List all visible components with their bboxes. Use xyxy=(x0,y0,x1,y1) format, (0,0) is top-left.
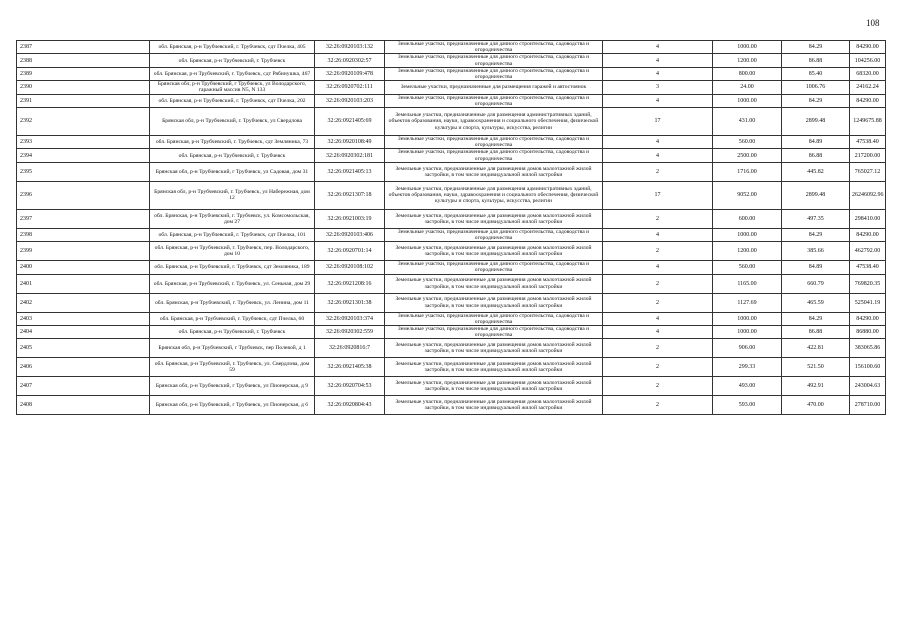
row-land-use: Земельные участки, предназначенные для дачного строительства, садоводства и огородничества xyxy=(385,261,603,274)
row-cadastral-number: 32:26:0920816:7 xyxy=(315,339,385,358)
row-address: обл. Брянская, р-н Трубчевский, г. Трубчевск xyxy=(150,149,315,162)
row-cadastral-value: 462792.00 xyxy=(850,242,886,261)
row-cadastral-number: 32:26:0920804:43 xyxy=(315,396,385,415)
row-cadastral-value: 24162.24 xyxy=(850,81,886,94)
row-area: 2500.00 xyxy=(713,149,782,162)
row-cadastral-value: 243004.63 xyxy=(850,377,886,396)
row-address: обл. Брянская, р-н Трубчевский, г. Трубчевск, сдт Земляника, 189 xyxy=(150,261,315,274)
row-specific-value: 84.89 xyxy=(782,136,850,149)
row-category: 2 xyxy=(603,377,713,396)
row-specific-value: 85.40 xyxy=(782,67,850,80)
row-land-use: Земельные участки, предназначенные для размещения административных зданий, объектов образования, науки, здравоохранения и социального обеспечения, физической культуры и спорта, культуры, искусства, религии xyxy=(385,108,603,136)
row-number: 2405 xyxy=(17,339,150,358)
row-land-use: Земельные участки, предназначенные для дачного строительства, садоводства и огородничества xyxy=(385,136,603,149)
row-land-use: Земельные участки, предназначенные для размещения домов малоэтажной жилой застройки, в том числе индивидуальной жилой застройки xyxy=(385,396,603,415)
row-category: 17 xyxy=(603,181,713,209)
row-specific-value: 422.81 xyxy=(782,339,850,358)
row-cadastral-number: 32:26:0921307:18 xyxy=(315,181,385,209)
row-cadastral-number: 32:26:0921003:19 xyxy=(315,209,385,228)
row-number: 2388 xyxy=(17,54,150,67)
row-cadastral-value: 278710.00 xyxy=(850,396,886,415)
row-category: 17 xyxy=(603,108,713,136)
row-address: обл. Брянская, р-н Трубчевский, г. Трубчевск, сдт Пчелка, 202 xyxy=(150,94,315,107)
row-address: Брянская обл, р-н Трубчевский, г Трубчевск, ул Садовая, дом 31 xyxy=(150,162,315,181)
row-number: 2390 xyxy=(17,81,150,94)
row-area: 299.33 xyxy=(713,358,782,377)
row-number: 2401 xyxy=(17,274,150,293)
row-cadastral-number: 32:26:0921405:69 xyxy=(315,108,385,136)
row-address: обл. Брянская, р-н Трубчевский, г. Трубчевск, сдт Земляника, 73 xyxy=(150,136,315,149)
row-specific-value: 470.00 xyxy=(782,396,850,415)
row-specific-value: 84.29 xyxy=(782,41,850,54)
row-cadastral-number: 32:26:0921405:13 xyxy=(315,162,385,181)
table-row xyxy=(17,274,886,293)
row-category: 4 xyxy=(603,149,713,162)
row-address: Брянская обл, р-н Трубчевский, г. Трубчевск, ул Набережная, дом 12 xyxy=(150,181,315,209)
row-area: 906.00 xyxy=(713,339,782,358)
row-specific-value: 84.29 xyxy=(782,228,850,241)
table-row xyxy=(17,149,886,162)
row-category: 2 xyxy=(603,293,713,312)
row-address: Брянская обл, р-н Трубчевский, г Трубчевск, ул Пионерская, д 9 xyxy=(150,377,315,396)
row-category: 4 xyxy=(603,94,713,107)
row-category: 2 xyxy=(603,358,713,377)
row-cadastral-value: 84290.00 xyxy=(850,228,886,241)
row-category: 4 xyxy=(603,312,713,325)
row-address: обл. Брянская, р-н Трубчевский, г. Трубчевск, сдт Пчелка, 101 xyxy=(150,228,315,241)
row-number: 2398 xyxy=(17,228,150,241)
row-number: 2397 xyxy=(17,209,150,228)
row-land-use: Земельные участки, предназначенные для размещения домов малоэтажной жилой застройки, в том числе индивидуальной жилой застройки xyxy=(385,209,603,228)
row-specific-value: 385.66 xyxy=(782,242,850,261)
row-cadastral-value: 156100.60 xyxy=(850,358,886,377)
row-category: 2 xyxy=(603,396,713,415)
table-row xyxy=(17,293,886,312)
row-cadastral-number: 32:26:0920109:478 xyxy=(315,67,385,80)
row-area: 24.00 xyxy=(713,81,782,94)
row-cadastral-number: 32:26:0920701:14 xyxy=(315,242,385,261)
row-number: 2394 xyxy=(17,149,150,162)
row-number: 2392 xyxy=(17,108,150,136)
row-cadastral-number: 32:26:0920103:203 xyxy=(315,94,385,107)
row-land-use: Земельные участки, предназначенные для размещения домов малоэтажной жилой застройки, в том числе индивидуальной жилой застройки xyxy=(385,274,603,293)
row-area: 800.00 xyxy=(713,67,782,80)
table-row xyxy=(17,261,886,274)
row-cadastral-value: 26246092.96 xyxy=(850,181,886,209)
table-row xyxy=(17,339,886,358)
row-specific-value: 660.79 xyxy=(782,274,850,293)
row-cadastral-value: 298410.00 xyxy=(850,209,886,228)
row-cadastral-number: 32:26:0920704:53 xyxy=(315,377,385,396)
row-address: Брянская обл, р-н Трубчевский, г. Трубчевск, ул Свердлова xyxy=(150,108,315,136)
row-cadastral-number: 32:26:0920103:132 xyxy=(315,41,385,54)
row-cadastral-number: 32:26:0920302:181 xyxy=(315,149,385,162)
row-number: 2406 xyxy=(17,358,150,377)
row-number: 2403 xyxy=(17,312,150,325)
row-cadastral-value: 84290.00 xyxy=(850,94,886,107)
table-row xyxy=(17,377,886,396)
row-land-use: Земельные участки, предназначенные для размещения административных зданий, объектов образования, науки, здравоохранения и социального обеспечения, физической культуры и спорта, культуры, искусства, религии xyxy=(385,181,603,209)
row-land-use: Земельные участки, предназначенные для дачного строительства, садоводства и огородничества xyxy=(385,326,603,339)
row-area: 493.00 xyxy=(713,377,782,396)
row-land-use: Земельные участки, предназначенные для размещения домов малоэтажной жилой застройки, в том числе индивидуальной жилой застройки xyxy=(385,242,603,261)
row-area: 1000.00 xyxy=(713,94,782,107)
row-land-use: Земельные участки, предназначенные для размещения домов малоэтажной жилой застройки, в том числе индивидуальной жилой застройки xyxy=(385,377,603,396)
row-category: 4 xyxy=(603,54,713,67)
table-row xyxy=(17,181,886,209)
table-row xyxy=(17,54,886,67)
row-address: Брянская обл, р-н Трубчевский, г Трубчевск, ул Володарского, гаражный массив N5, N 133 xyxy=(150,81,315,94)
row-number: 2395 xyxy=(17,162,150,181)
row-cadastral-value: 769820.35 xyxy=(850,274,886,293)
row-number: 2402 xyxy=(17,293,150,312)
row-category: 2 xyxy=(603,209,713,228)
row-area: 560.00 xyxy=(713,261,782,274)
row-specific-value: 86.88 xyxy=(782,149,850,162)
row-land-use: Земельные участки, предназначенные для размещения домов малоэтажной жилой застройки, в том числе индивидуальной жилой застройки xyxy=(385,339,603,358)
row-address: обл. Брянская, р-н Трубчевский, г. Трубчевск, ул. Свердлова, дом 59 xyxy=(150,358,315,377)
row-cadastral-number: 32:26:0920108:102 xyxy=(315,261,385,274)
row-address: обл. Брянская, р-н Трубчевский, г. Трубчевск xyxy=(150,326,315,339)
row-address: Брянская обл, р-н Трубчевский, г Трубчевск, ул Пионерская, д 6 xyxy=(150,396,315,415)
row-address: обл. Брянская, р-н Трубчевский, г. Трубчевск, сдт Пчелка, 60 xyxy=(150,312,315,325)
row-land-use: Земельные участки, предназначенные для дачного строительства, садоводства и огородничества xyxy=(385,228,603,241)
row-number: 2407 xyxy=(17,377,150,396)
row-area: 431.00 xyxy=(713,108,782,136)
table-row xyxy=(17,41,886,54)
row-number: 2400 xyxy=(17,261,150,274)
row-cadastral-number: 32:26:0920702:111 xyxy=(315,81,385,94)
row-specific-value: 497.35 xyxy=(782,209,850,228)
row-cadastral-value: 104256.00 xyxy=(850,54,886,67)
table-row xyxy=(17,242,886,261)
row-category: 2 xyxy=(603,274,713,293)
row-category: 4 xyxy=(603,261,713,274)
row-specific-value: 492.91 xyxy=(782,377,850,396)
row-number: 2396 xyxy=(17,181,150,209)
row-area: 1000.00 xyxy=(713,41,782,54)
row-specific-value: 2899.48 xyxy=(782,108,850,136)
row-cadastral-number: 32:26:0921301:38 xyxy=(315,293,385,312)
row-number: 2389 xyxy=(17,67,150,80)
row-cadastral-value: 68320.00 xyxy=(850,67,886,80)
row-area: 1200.00 xyxy=(713,54,782,67)
table-row xyxy=(17,162,886,181)
row-number: 2393 xyxy=(17,136,150,149)
row-land-use: Земельные участки, предназначенные для дачного строительства, садоводства и огородничества xyxy=(385,67,603,80)
row-specific-value: 86.88 xyxy=(782,54,850,67)
row-cadastral-value: 84290.00 xyxy=(850,312,886,325)
row-cadastral-number: 32:26:0920302:57 xyxy=(315,54,385,67)
row-address: обл. Брянская, р-н Трубчевский, г. Трубчевск, ул. Ленина, дом 11 xyxy=(150,293,315,312)
row-category: 4 xyxy=(603,67,713,80)
table-row xyxy=(17,228,886,241)
row-cadastral-value: 86880.00 xyxy=(850,326,886,339)
row-area: 560.00 xyxy=(713,136,782,149)
row-number: 2391 xyxy=(17,94,150,107)
row-area: 1716.00 xyxy=(713,162,782,181)
table-row xyxy=(17,94,886,107)
table-row xyxy=(17,358,886,377)
row-area: 1000.00 xyxy=(713,228,782,241)
row-specific-value: 521.50 xyxy=(782,358,850,377)
row-address: обл. Брянская, р-н Трубчевский, г. Трубчевск, сдт Рябинушка, 467 xyxy=(150,67,315,80)
row-specific-value: 1006.76 xyxy=(782,81,850,94)
row-specific-value: 84.89 xyxy=(782,261,850,274)
row-area: 600.00 xyxy=(713,209,782,228)
row-land-use: Земельные участки, предназначенные для дачного строительства, садоводства и огородничества xyxy=(385,54,603,67)
row-cadastral-number: 32:26:0920302:559 xyxy=(315,326,385,339)
table-row xyxy=(17,67,886,80)
row-land-use: Земельные участки, предназначенные для дачного строительства, садоводства и огородничества xyxy=(385,94,603,107)
row-specific-value: 84.29 xyxy=(782,312,850,325)
row-land-use: Земельные участки, предназначенные для размещения гаражей и автостоянок xyxy=(385,81,603,94)
row-category: 4 xyxy=(603,326,713,339)
row-specific-value: 2899.48 xyxy=(782,181,850,209)
row-area: 1165.00 xyxy=(713,274,782,293)
row-address: обл. Брянская, р-н Трубчевский, г. Трубчевск, ул. Сеньная, дом 29 xyxy=(150,274,315,293)
row-land-use: Земельные участки, предназначенные для дачного строительства, садоводства и огородничества xyxy=(385,41,603,54)
row-cadastral-value: 383065.86 xyxy=(850,339,886,358)
row-address: обл. Брянская, р-н Трубчевский, г. Трубчевск xyxy=(150,54,315,67)
row-land-use: Земельные участки, предназначенные для дачного строительства, садоводства и огородничества xyxy=(385,312,603,325)
row-category: 2 xyxy=(603,162,713,181)
row-cadastral-value: 47538.40 xyxy=(850,136,886,149)
table-row xyxy=(17,81,886,94)
table-row xyxy=(17,396,886,415)
row-number: 2387 xyxy=(17,41,150,54)
row-category: 2 xyxy=(603,339,713,358)
table-row xyxy=(17,136,886,149)
row-category: 3 xyxy=(603,81,713,94)
row-category: 4 xyxy=(603,228,713,241)
row-category: 4 xyxy=(603,41,713,54)
row-cadastral-number: 32:26:0920103:374 xyxy=(315,312,385,325)
page-number: 108 xyxy=(866,18,880,28)
row-cadastral-value: 1249675.88 xyxy=(850,108,886,136)
row-specific-value: 86.88 xyxy=(782,326,850,339)
row-cadastral-value: 525041.19 xyxy=(850,293,886,312)
row-address: обл. Брянская, р-н Трубчевский, г. Трубчевск, ул. Комсомольская, дом 27 xyxy=(150,209,315,228)
table-row xyxy=(17,209,886,228)
table-row xyxy=(17,312,886,325)
row-area: 1127.69 xyxy=(713,293,782,312)
row-specific-value: 84.29 xyxy=(782,94,850,107)
row-category: 4 xyxy=(603,136,713,149)
row-cadastral-value: 765027.12 xyxy=(850,162,886,181)
row-cadastral-value: 84290.00 xyxy=(850,41,886,54)
row-address: Брянская обл, р-н Трубчевский, г Трубчевск, пер Полевой, д 1 xyxy=(150,339,315,358)
row-number: 2408 xyxy=(17,396,150,415)
row-number: 2404 xyxy=(17,326,150,339)
row-land-use: Земельные участки, предназначенные для размещения домов малоэтажной жилой застройки, в том числе индивидуальной жилой застройки xyxy=(385,162,603,181)
row-area: 1200.00 xyxy=(713,242,782,261)
row-land-use: Земельные участки, предназначенные для размещения домов малоэтажной жилой застройки, в том числе индивидуальной жилой застройки xyxy=(385,293,603,312)
row-cadastral-value: 217200.00 xyxy=(850,149,886,162)
row-cadastral-number: 32:26:0920108:49 xyxy=(315,136,385,149)
row-address: обл. Брянская, р-н Трубчевский, г. Трубчевск, сдт Пчелка, 405 xyxy=(150,41,315,54)
row-land-use: Земельные участки, предназначенные для размещения домов малоэтажной жилой застройки, в том числе индивидуальной жилой застройки xyxy=(385,358,603,377)
row-area: 9052.00 xyxy=(713,181,782,209)
row-cadastral-value: 47538.40 xyxy=(850,261,886,274)
row-land-use: Земельные участки, предназначенные для дачного строительства, садоводства и огородничества xyxy=(385,149,603,162)
row-specific-value: 445.82 xyxy=(782,162,850,181)
row-cadastral-number: 32:26:0921208:16 xyxy=(315,274,385,293)
row-specific-value: 465.59 xyxy=(782,293,850,312)
table-row xyxy=(17,326,886,339)
row-area: 1000.00 xyxy=(713,312,782,325)
row-cadastral-number: 32:26:0921405:38 xyxy=(315,358,385,377)
row-area: 593.00 xyxy=(713,396,782,415)
row-area: 1000.00 xyxy=(713,326,782,339)
cadastral-value-table xyxy=(16,40,886,415)
row-number: 2399 xyxy=(17,242,150,261)
row-address: обл. Брянская, р-н Трубчевский, г. Трубчевск, пер. Володарского, дом 10 xyxy=(150,242,315,261)
table-row xyxy=(17,108,886,136)
row-category: 2 xyxy=(603,242,713,261)
row-cadastral-number: 32:26:0920103:406 xyxy=(315,228,385,241)
